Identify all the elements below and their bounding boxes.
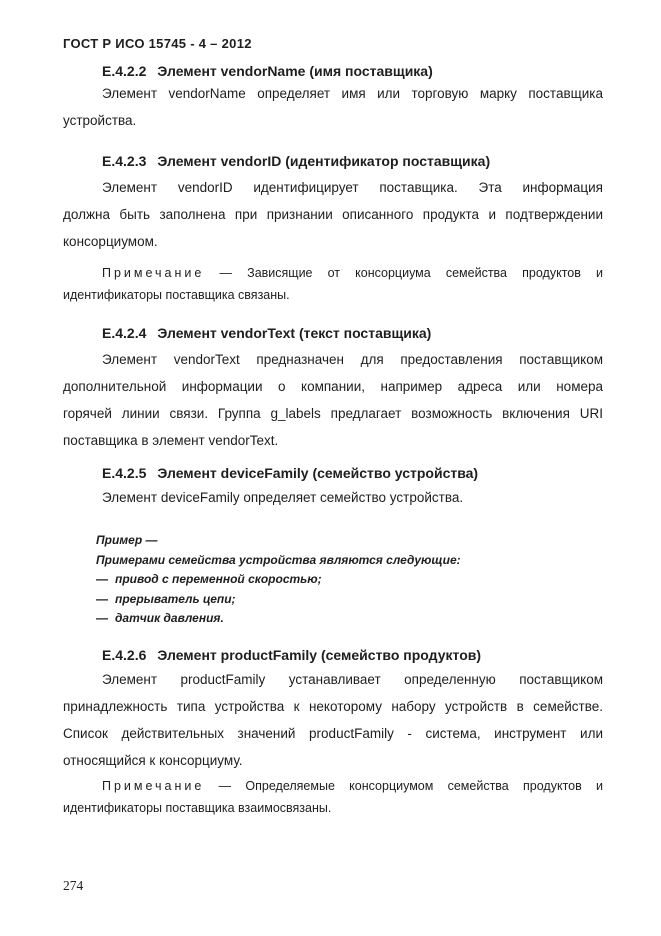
example-item [96,609,603,629]
body-line: относящийся к консорциуму. [63,752,243,768]
body-line: горячей линии связи. Группа g_labels предлагает возможность включения URI [63,406,603,421]
example-item-text: датчик давления. [115,611,224,625]
body-line: Элемент vendorName определяет имя или торговую марку поставщика [102,86,603,101]
example-item-text: привод с переменной скоростью; [115,572,322,586]
body-line: Элемент deviceFamily определяет семейство устройства. [102,490,464,505]
body-line: Элемент vendorText предназначен для предоставления поставщиком [102,352,603,367]
note-line: идентификаторы поставщика связаны. [63,288,290,302]
note-dash: — [219,266,232,280]
list-dash: — [96,572,108,586]
note-label: Примечание [102,778,205,793]
heading-title: Элемент vendorName (имя поставщика) [157,63,433,79]
paragraph-e4-2-2 [63,80,603,134]
body-line: консорциумом. [63,234,158,249]
list-dash: — [96,591,108,606]
paragraph-e4-2-4 [63,346,603,454]
running-header: ГОСТ Р ИСО 15745 - 4 – 2012 [63,36,252,51]
page-number: 274 [63,877,84,893]
body-line: Элемент productFamily устанавливает определенную поставщиком [102,671,603,687]
heading-number: Е.4.2.4 [102,325,147,341]
note-e4-2-6 [63,775,603,819]
heading-title: Элемент vendorID (идентификатор поставщика) [157,153,491,169]
paragraph-e4-2-3 [63,174,603,255]
body-line: Элемент vendorID идентифицирует поставщика. Эта информация [102,180,603,195]
note-text: Зависящие от консорциума семейства продуктов и [247,266,603,280]
example-intro: Примерами семейства устройства являются следующие: [96,552,461,567]
heading-number: Е.4.2.6 [102,646,147,663]
list-dash: — [96,611,108,625]
heading-e4-2-6 [63,647,603,663]
heading-e4-2-3 [63,153,603,169]
body-line: Список действительных значений productFamily - система, инструмент или [63,725,603,741]
example-item-text: прерыватель цепи; [115,591,236,606]
example-item [96,590,603,610]
note-line: идентификаторы поставщика взаимосвязаны. [63,800,332,815]
heading-e4-2-5 [63,465,603,481]
paragraph-e4-2-6 [63,666,603,774]
heading-title: Элемент deviceFamily (семейство устройства) [157,465,479,481]
body-line: должна быть заполнена при признании описанного продукта и подтверждении [63,207,603,222]
heading-number: Е.4.2.3 [102,153,147,169]
body-line: устройства. [63,113,137,128]
note-line [63,262,603,284]
note-e4-2-3 [63,262,603,306]
heading-title: Элемент productFamily (семейство продуктов) [157,646,482,663]
heading-number: Е.4.2.5 [102,465,147,481]
heading-title: Элемент vendorText (текст поставщика) [157,325,432,341]
heading-e4-2-4 [63,325,603,341]
heading-e4-2-2 [63,63,603,79]
example-block [96,531,603,629]
body-line: принадлежность типа устройства к некоторому набору устройств в семействе. [63,698,603,714]
example-item [96,570,603,590]
note-dash: — [218,778,232,793]
note-label: Примечание [102,266,205,280]
body-line: дополнительной информации о компании, например адреса или номера [63,379,603,394]
heading-number: Е.4.2.2 [102,63,147,79]
body-line: поставщика в элемент vendorText. [63,433,279,448]
example-label: Пример — [96,533,158,547]
paragraph-e4-2-5 [63,484,603,511]
note-line [63,775,603,797]
note-text: Определяемые консорциумом семейства продуктов и [245,778,604,793]
